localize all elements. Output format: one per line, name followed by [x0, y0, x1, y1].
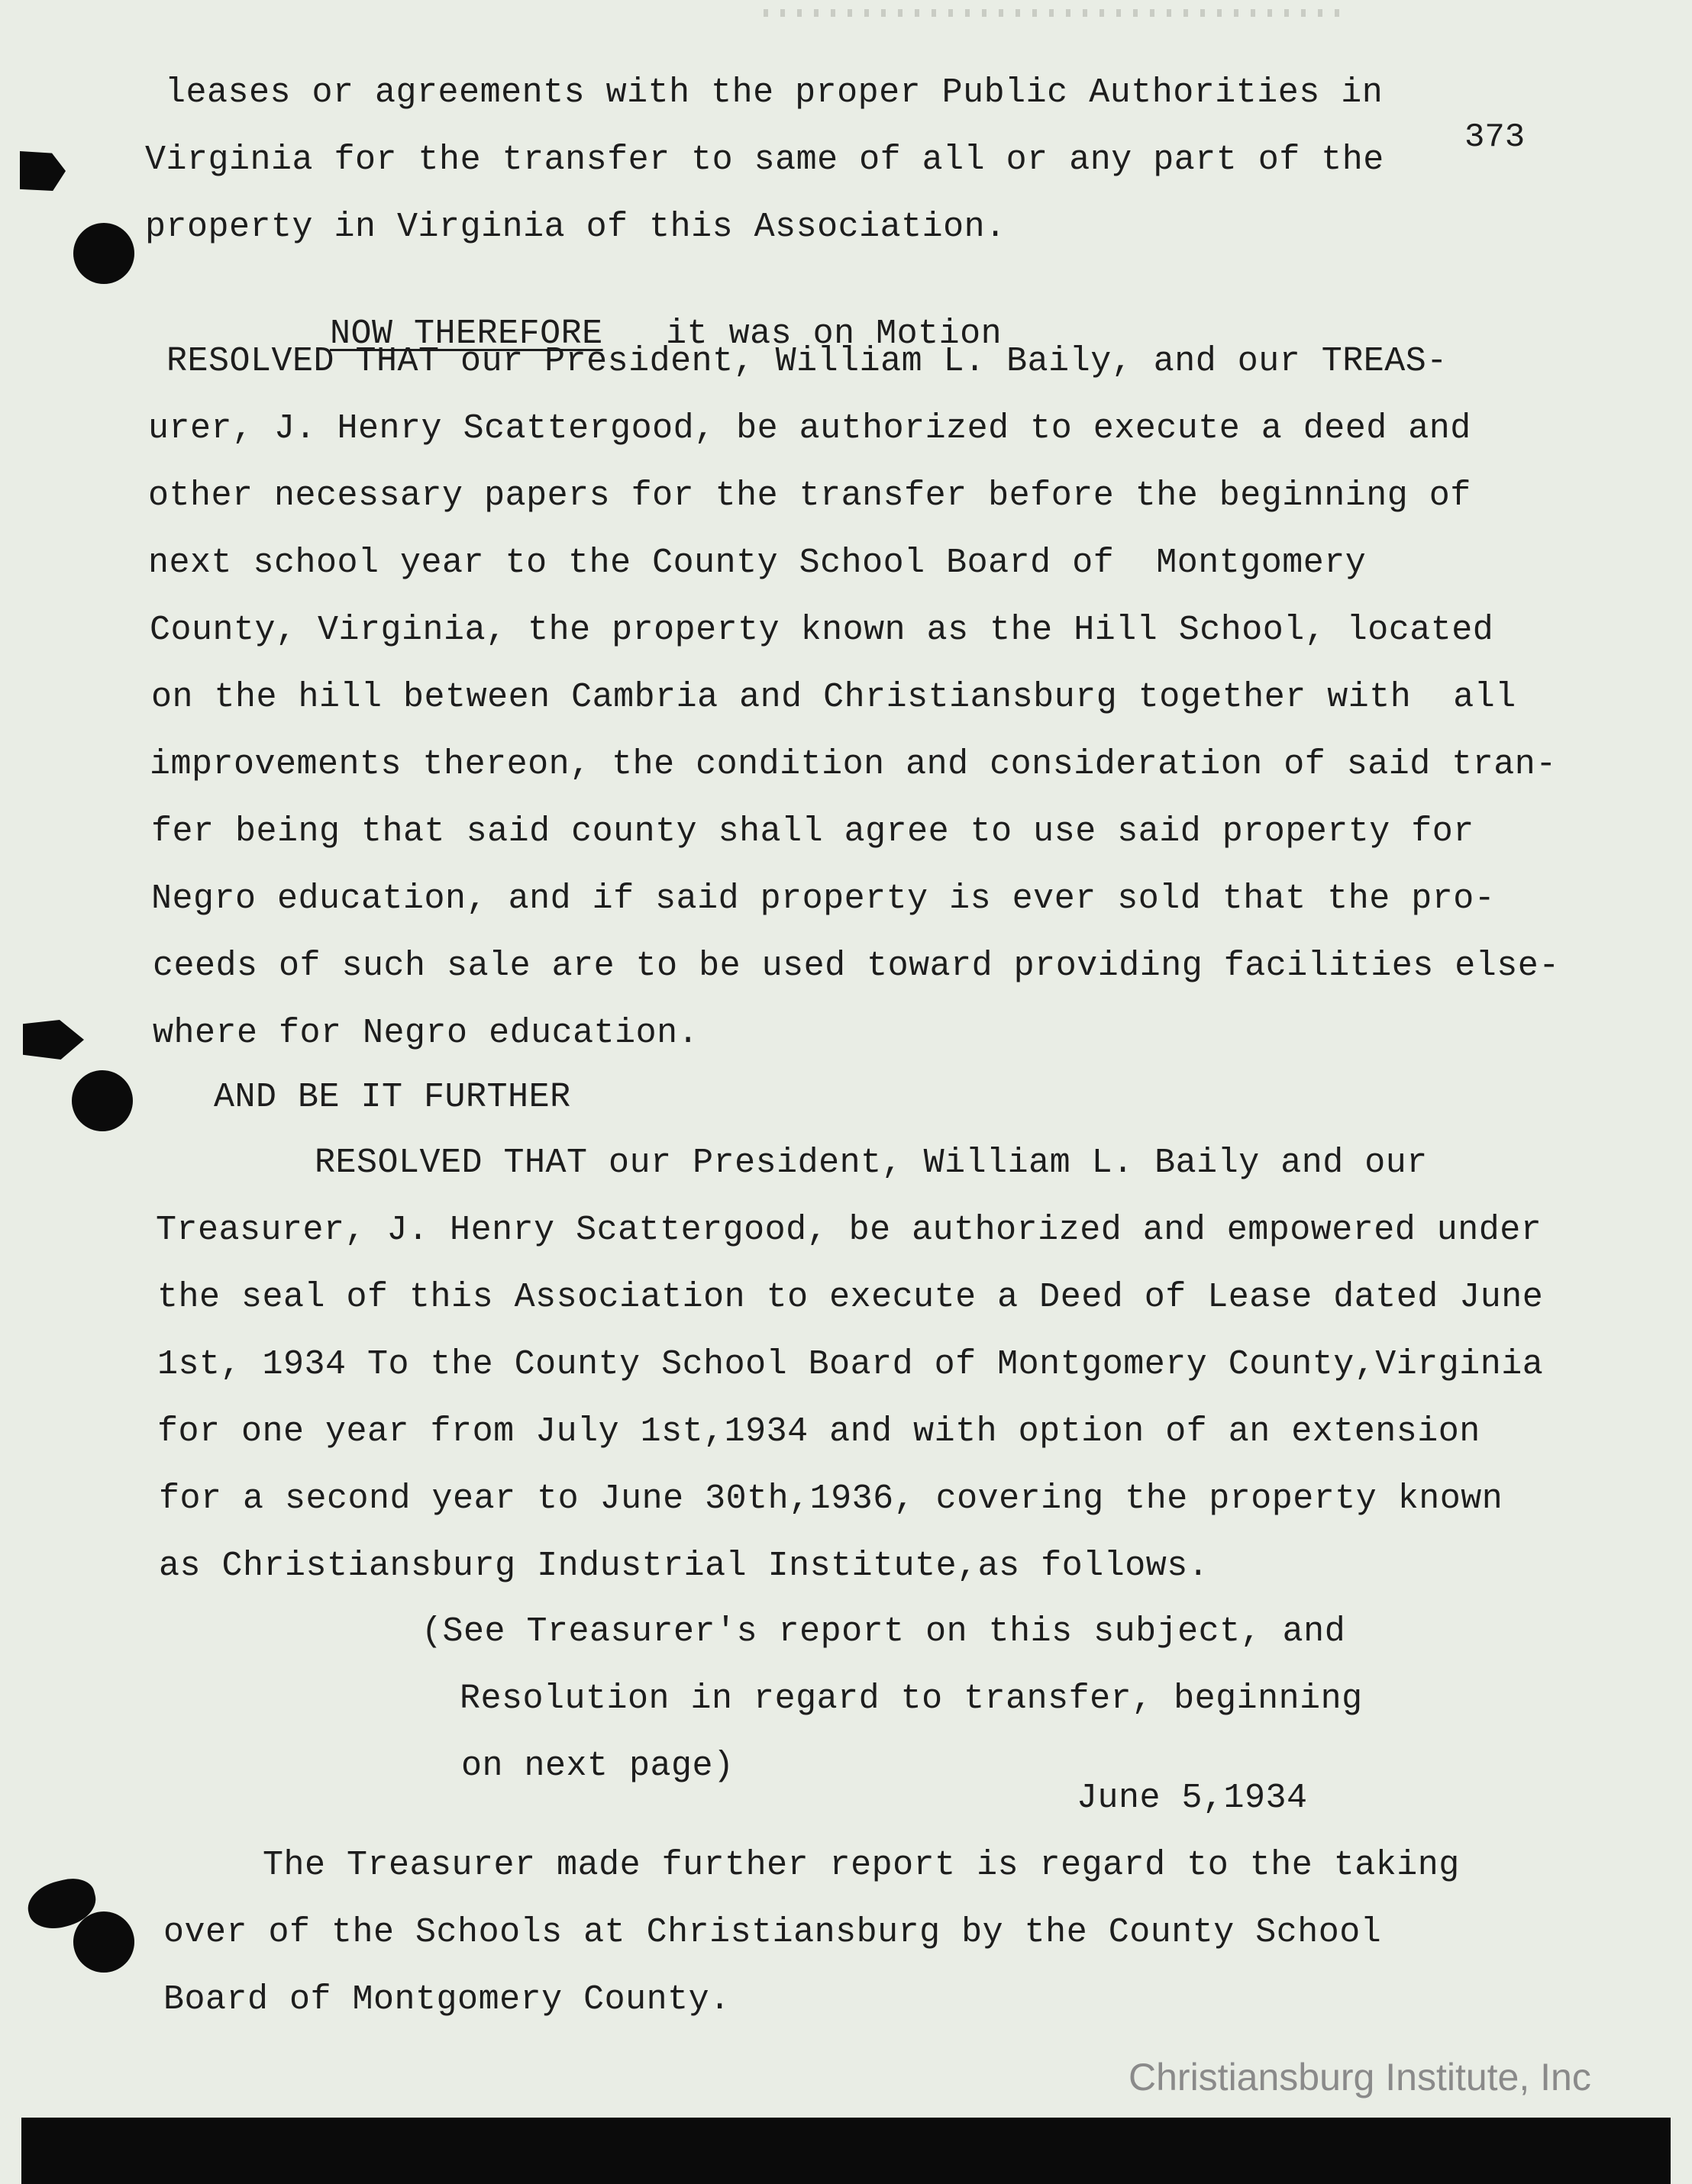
text-line: the seal of this Association to execute a Deed of Lease dated June	[157, 1278, 1544, 1317]
now-therefore-heading: NOW THEREFORE	[330, 315, 603, 353]
punch-hole-2	[72, 1070, 133, 1131]
scan-bottom-edge	[21, 2118, 1671, 2184]
text-line: as Christiansburg Industrial Institute,as follows.	[159, 1547, 1209, 1586]
punch-hole-3	[73, 1911, 134, 1973]
text-line: Virginia for the transfer to same of all or any part of the	[145, 140, 1384, 179]
text-line: Negro education, and if said property is ever sold that the pro-	[151, 879, 1496, 918]
note-line: Resolution in regard to transfer, beginning	[460, 1679, 1363, 1718]
text-line: over of the Schools at Christiansburg by the County School	[163, 1913, 1382, 1952]
text-line: leases or agreements with the proper Public Authorities in	[165, 73, 1384, 112]
page-number: 373	[1464, 118, 1526, 156]
binder-mark-2	[23, 1020, 84, 1060]
text-line: for one year from July 1st,1934 and with option of an extension	[157, 1412, 1480, 1451]
text-line: urer, J. Henry Scattergood, be authorized to execute a deed and	[148, 409, 1471, 448]
text-line: fer being that said county shall agree to use said property for	[151, 812, 1474, 851]
text-line: on the hill between Cambria and Christiansburg together with all	[151, 678, 1516, 717]
text-line: RESOLVED THAT our President, William L. Baily and our	[315, 1144, 1428, 1182]
text-line: ceeds of such sale are to be used toward providing facilities else-	[153, 947, 1560, 986]
text-line: other necessary papers for the transfer before the beginning of	[148, 476, 1471, 515]
binder-mark-1	[20, 151, 66, 191]
date-line: June 5,1934	[1077, 1779, 1308, 1818]
text-line: next school year to the County School Board of Montgomery	[148, 544, 1367, 582]
text-line: 1st, 1934 To the County School Board of Montgomery County,Virginia	[157, 1345, 1544, 1384]
text-line: Treasurer, J. Henry Scattergood, be authorized and empowered under	[156, 1211, 1542, 1250]
text-line: County, Virginia, the property known as the Hill School, located	[150, 611, 1494, 650]
and-be-it-further: AND BE IT FURTHER	[214, 1078, 571, 1117]
text-line: where for Negro education.	[153, 1014, 699, 1053]
watermark: Christiansburg Institute, Inc	[1129, 2056, 1591, 2099]
text-line: property in Virginia of this Association.	[145, 208, 1006, 247]
text-line: improvements thereon, the condition and consideration of said tran-	[150, 745, 1557, 784]
note-line: (See Treasurer's report on this subject, and	[421, 1612, 1346, 1651]
now-therefore-rest: it was on Motion	[666, 315, 1003, 353]
punch-hole-1	[73, 223, 134, 284]
note-line: on next page)	[461, 1747, 735, 1786]
scan-noise	[764, 9, 1344, 17]
text-line: The Treasurer made further report is regard to the taking	[263, 1846, 1460, 1885]
text-line: RESOLVED THAT our President, William L. Baily, and our TREAS-	[166, 342, 1448, 381]
text-line: Board of Montgomery County.	[163, 1980, 731, 2019]
text-line: for a second year to June 30th,1936, covering the property known	[159, 1479, 1503, 1518]
